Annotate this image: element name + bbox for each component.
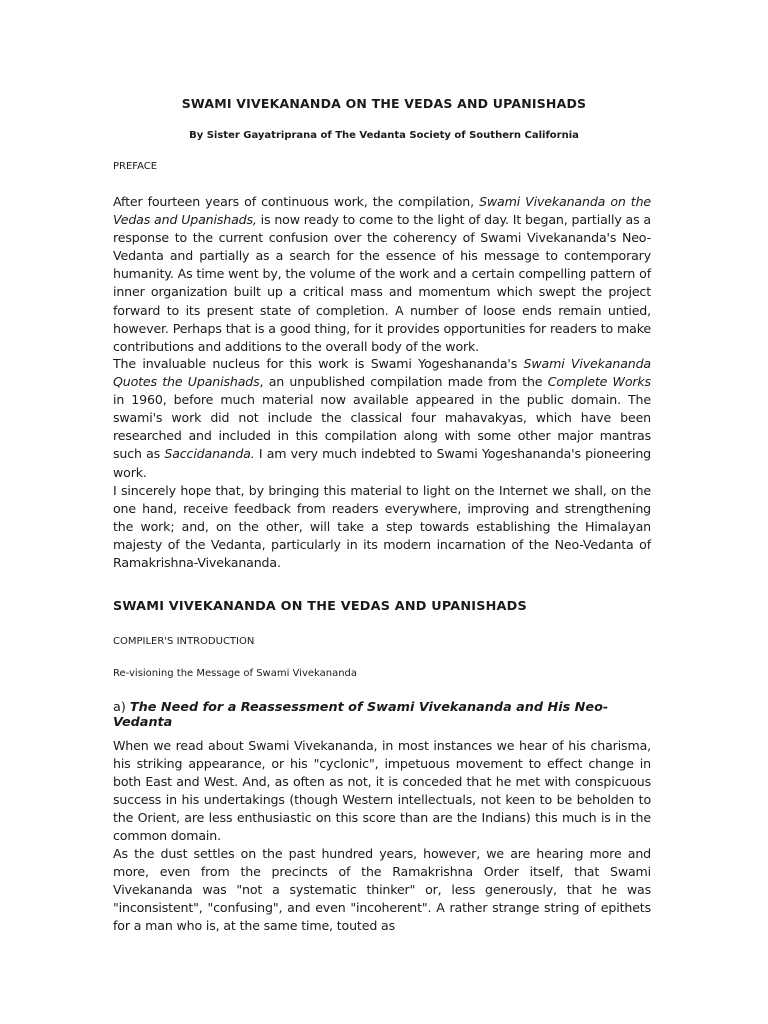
preface-heading: PREFACE <box>113 161 158 172</box>
preface-paragraph-3: I sincerely hope that, by bringing this material to light on the Internet we shall, on the one hand, receive feedback from readers everywhere, improving and strengthening the work; and, on the other, will take a step towards establishing the Himalayan majesty of the Vedanta, particularly in its modern incarnation of the Neo-Vedanta of Ramakrishna-Vivekananda. <box>113 483 651 571</box>
document-title: SWAMI VIVEKANANDA ON THE VEDAS AND UPANISHADS <box>181 96 587 111</box>
introduction-subheading: Re-visioning the Message of Swami Vivekananda <box>113 668 358 679</box>
section-a-heading: a) The Need for a Reassessment of Swami Vivekananda and His Neo-Vedanta <box>113 700 609 730</box>
preface-paragraph-2: The invaluable nucleus for this work is Swami Yogeshananda's Swami Vivekananda Quotes the Upanishads, an unpublished compilation made from the Complete Works in 1960, before much material now available appeared in the public domain. The swami's work did not include the classical four mahavakyas, which have been researched and included in this compilation along with some other major mantras such as Saccidananda. I am very much indebted to Swami Yogeshananda's pioneering work. <box>113 356 652 480</box>
preface-paragraph-1: After fourteen years of continuous work, the compilation, Swami Vivekananda on the Vedas and Upanishads, is now ready to come to the light of day. It began, partially as a response to the current confusion over the coherency of Swami Vivekananda's Neo-Vedanta and partially as a search for the essence of his message to contemporary humanity. As time went by, the volume of the work and a certain compelling pattern of inner organization built up a critical mass and momentum which swept the project forward to its present state of completion. A number of loose ends remain untied, however. Perhaps that is a good thing, for it provides opportunities for readers to make contributions and additions to the overall body of the work. <box>113 194 652 354</box>
mantra-term: Saccidananda. <box>164 446 255 462</box>
introduction-paragraph-2: As the dust settles on the past hundred years, however, we are hearing more and more, even from the precincts of the Ramakrishna Order itself, that Swami Vivekananda was "not a systematic thinker" or, less generously, that he was "inconsistent", "confusing", and even "incoherent". A rather strange string of epithets for a man who is, at the same time, touted as <box>113 846 651 934</box>
author-byline: By Sister Gayatriprana of The Vedanta Society of Southern California <box>189 130 579 141</box>
book-title: Swami Vivekananda on the Vedas and Upanishads, <box>113 194 652 228</box>
section-title: SWAMI VIVEKANANDA ON THE VEDAS AND UPANISHADS <box>113 599 527 614</box>
introduction-paragraph-1: When we read about Swami Vivekananda, in most instances we hear of his charisma, his striking appearance, or his "cyclonic", impetuous movement to effect change in both East and West. And, as often as not, it is conceded that he met with conspicuous success in his undertakings (though Western intellectuals, not keen to be beholden to the Orient, are less enthusiastic on this score than are the Indians) this much is in the common domain. <box>113 738 651 844</box>
compiler-introduction-heading: COMPILER'S INTRODUCTION <box>113 636 255 647</box>
book-title: Swami Vivekananda Quotes the Upanishads <box>113 356 652 390</box>
book-title: Complete Works <box>547 374 651 390</box>
